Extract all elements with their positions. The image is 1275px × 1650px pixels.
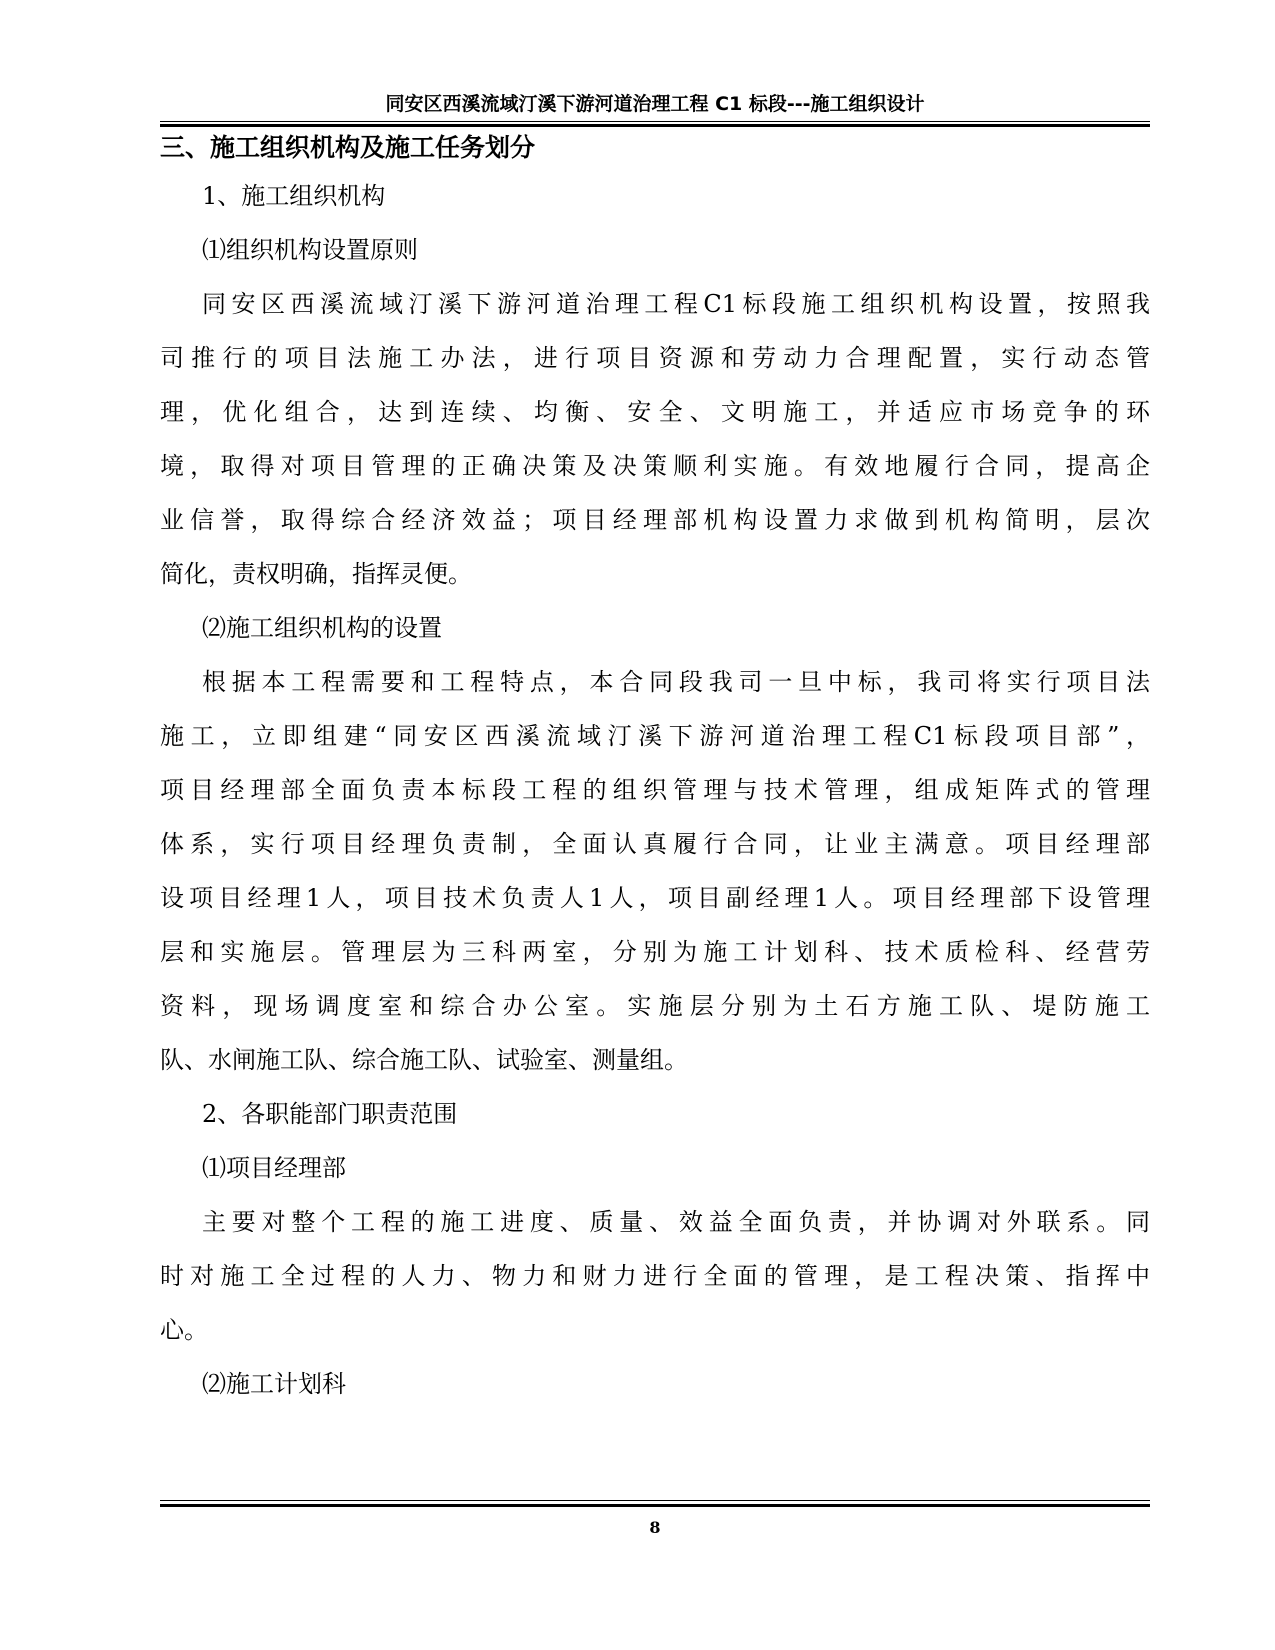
paragraph-1-line-2: 司推行的项目法施工办法，进行项目资源和劳动力合理配置，实行动态管 [160, 344, 1150, 372]
subsection-heading-2: 2、各职能部门职责范围 [202, 1100, 458, 1128]
page-number: 8 [649, 1518, 661, 1537]
item-heading-1-1: ⑴组织机构设置原则 [202, 236, 418, 264]
item-heading-2-1: ⑴项目经理部 [202, 1154, 346, 1182]
paragraph-1-line-1: 同安区西溪流域汀溪下游河道治理工程C1标段施工组织机构设置，按照我 [202, 290, 1150, 318]
paragraph-2-line-8: 队、水闸施工队、综合施工队、试验室、测量组。 [160, 1046, 688, 1074]
item-heading-2-2: ⑵施工计划科 [202, 1370, 346, 1398]
paragraph-1-line-3: 理，优化组合，达到连续、均衡、安全、文明施工，并适应市场竞争的环 [160, 398, 1150, 426]
document-header-title: 同安区西溪流域汀溪下游河道治理工程 C1 标段---施工组织设计 [385, 93, 925, 115]
paragraph-2-line-7: 资料，现场调度室和综合办公室。实施层分别为土石方施工队、堤防施工 [160, 992, 1150, 1020]
paragraph-3-line-2: 时对施工全过程的人力、物力和财力进行全面的管理，是工程决策、指挥中 [160, 1262, 1150, 1290]
paragraph-2-line-4: 体系，实行项目经理负责制，全面认真履行合同，让业主满意。项目经理部 [160, 830, 1150, 858]
paragraph-1-line-6: 简化，责权明确，指挥灵便。 [160, 560, 472, 588]
paragraph-2-line-3: 项目经理部全面负责本标段工程的组织管理与技术管理，组成矩阵式的管理 [160, 776, 1150, 804]
item-heading-1-2: ⑵施工组织机构的设置 [202, 614, 442, 642]
paragraph-1-line-5: 业信誉，取得综合经济效益；项目经理部机构设置力求做到机构简明，层次 [160, 506, 1150, 534]
paragraph-1-line-4: 境，取得对项目管理的正确决策及决策顺利实施。有效地履行合同，提高企 [160, 452, 1150, 480]
paragraph-3-line-1: 主要对整个工程的施工进度、质量、效益全面负责，并协调对外联系。同 [202, 1208, 1150, 1236]
paragraph-2-line-1: 根据本工程需要和工程特点，本合同段我司一旦中标，我司将实行项目法 [202, 668, 1150, 696]
paragraph-2-line-5: 设项目经理1人，项目技术负责人1人，项目副经理1人。项目经理部下设管理 [160, 884, 1150, 912]
footer-rule-thick [160, 1504, 1150, 1507]
section-title: 三、施工组织机构及施工任务划分 [160, 133, 536, 162]
paragraph-2-line-2: 施工，立即组建“同安区西溪流域汀溪下游河道治理工程C1标段项目部”， [160, 722, 1150, 750]
footer-rule-thin [160, 1500, 1150, 1501]
header-rule-thick [160, 124, 1150, 127]
header-rule-thin [160, 121, 1150, 122]
subsection-heading-1: 1、施工组织机构 [202, 182, 386, 210]
paragraph-2-line-6: 层和实施层。管理层为三科两室，分别为施工计划科、技术质检科、经营劳 [160, 938, 1150, 966]
paragraph-3-line-3: 心。 [160, 1316, 208, 1344]
